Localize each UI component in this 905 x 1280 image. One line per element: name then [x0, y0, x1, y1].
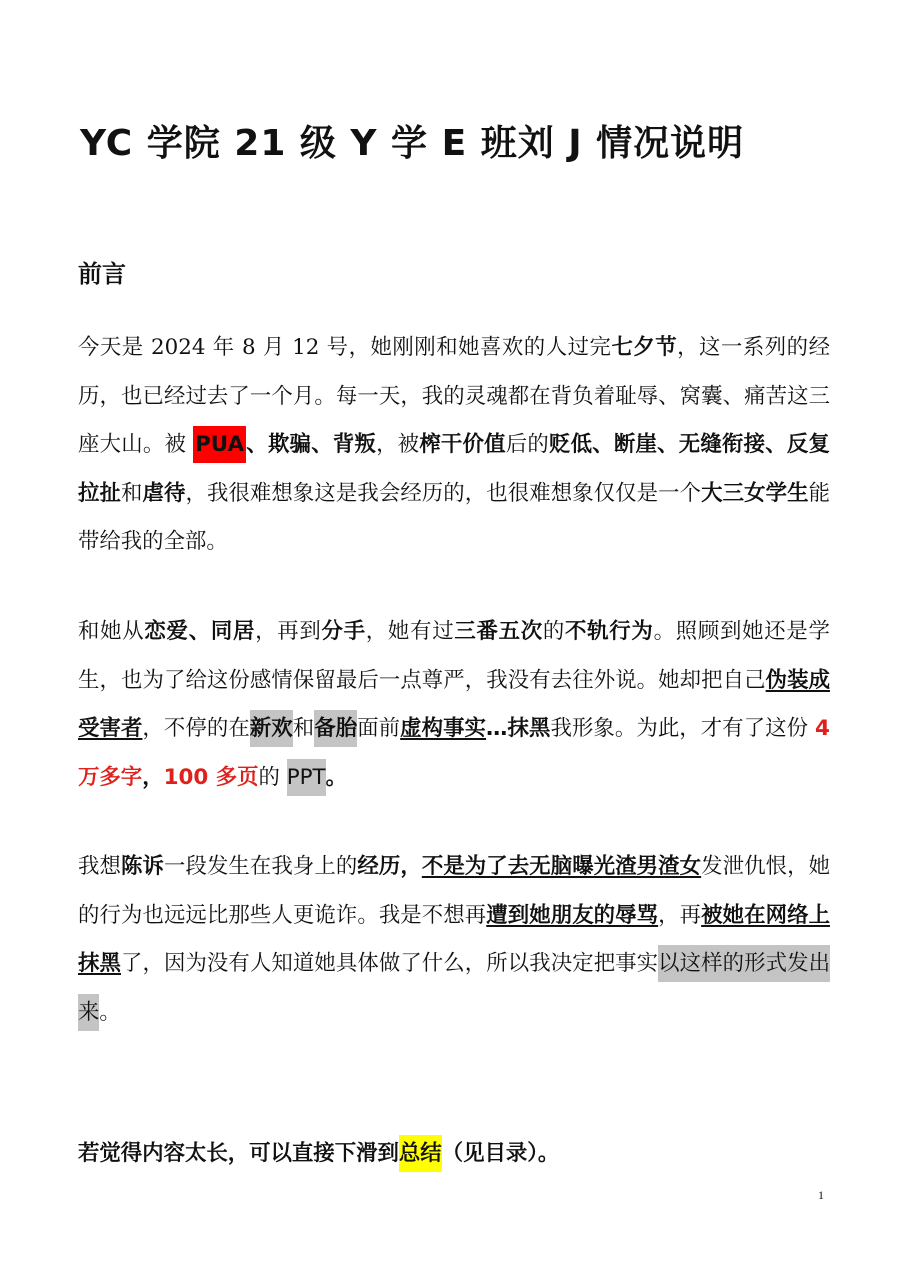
text-run: 发泄仇恨，她的行为也远远比那些人更诡诈。我是不想再 — [78, 854, 830, 928]
underlined-run: 伪装成受害者 — [78, 667, 830, 741]
text-run: 若觉得内容太长，可以直接下滑到 — [78, 1141, 399, 1166]
highlight-grey-run: 新欢 — [250, 710, 293, 747]
document-title: YC 学院 21 级 Y 学 E 班刘 J 情况说明 — [80, 123, 745, 164]
paragraph-1 — [78, 324, 830, 567]
text-run: 分手 — [321, 619, 366, 644]
text-run: ，我很难想象这是我会经历的，也很难想象仅仅是一个 — [185, 480, 702, 506]
text-run: 三番五次 — [454, 619, 543, 644]
text-run: 、 — [246, 432, 268, 457]
text-run: （见目录）。 — [441, 1141, 560, 1166]
underlined-run: 遭到她朋友的辱骂 — [486, 902, 659, 928]
text-run: 不轨行为 — [565, 619, 654, 644]
text-run: 。 — [99, 999, 121, 1025]
text-run: 经历 — [357, 854, 401, 879]
text-run: 反复拉扯 — [78, 432, 830, 506]
page-number: 1 — [818, 1188, 824, 1202]
summary-note — [78, 1134, 838, 1174]
text-run: 陈诉 — [120, 854, 164, 879]
highlight-yellow-run: 总结 — [399, 1135, 442, 1172]
highlight-grey-run: PPT — [287, 759, 326, 796]
paragraph-2 — [78, 608, 830, 802]
text-run: … — [486, 716, 508, 741]
text-run: 大三女学生 — [701, 480, 809, 506]
underlined-run: 虚构事实 — [400, 716, 487, 741]
section-heading: 前言 — [78, 260, 126, 288]
text-run: 、 — [311, 432, 333, 457]
text-run: 、 — [765, 432, 787, 457]
text-run: 、 — [188, 619, 211, 644]
text-run: 能带给我的全部。 — [78, 480, 830, 554]
text-run: 无缝衔接 — [678, 432, 766, 457]
red-text-run: 100 多页 — [163, 764, 259, 790]
text-run: ，被 — [376, 432, 420, 457]
text-run: 。 — [325, 764, 347, 790]
text-run: 我想 — [78, 854, 121, 879]
red-text-run: 4 万多字 — [78, 716, 830, 790]
text-run: 虐待 — [142, 480, 186, 506]
text-run: 榨干价值 — [419, 432, 506, 457]
text-run: ，这一系列的经历，也已经过去了一个月。每一天，我的灵魂都在背负着耻辱、窝囊、痛苦这三座大山。被 — [78, 335, 830, 457]
text-run: 抹黑 — [507, 716, 551, 741]
text-run: ，不停的在 — [142, 716, 250, 741]
highlight-grey-run: 以这样的形式发出来 — [78, 945, 830, 1031]
text-run: 背叛 — [332, 432, 377, 457]
text-run: 和她从 — [78, 619, 145, 644]
text-run: 欺骗 — [267, 432, 312, 457]
text-run: 。照顾到她还是学生，也为了给这份感情保留最后一点尊严，我没有去往外说。她却把自己 — [78, 619, 830, 693]
text-run: ， — [400, 854, 422, 879]
text-run: 的 — [258, 764, 287, 790]
text-run: 和 — [292, 716, 315, 741]
text-run: 断崖 — [613, 432, 658, 457]
text-run: 我形象。为此，才有了这份 — [550, 716, 816, 741]
text-run: ，再到 — [255, 619, 322, 644]
text-run: ，再 — [658, 902, 702, 928]
text-run: 七夕节 — [611, 335, 678, 360]
text-run: 后的 — [505, 432, 550, 457]
highlight-grey-run: 备胎 — [314, 710, 357, 747]
text-run: 的 — [542, 619, 566, 644]
text-run: 恋爱 — [144, 619, 189, 644]
text-run: 一段发生在我身上的 — [163, 854, 358, 879]
highlight-red-run: PUA — [193, 426, 246, 463]
text-run: 、 — [592, 432, 614, 457]
text-run: ，她有过 — [365, 619, 455, 644]
text-run: 面前 — [357, 716, 401, 741]
text-run: 、 — [657, 432, 679, 457]
text-run: 和 — [120, 480, 143, 506]
underlined-run: 不是为了去无脑曝光渣男渣女 — [421, 854, 702, 879]
paragraph-3 — [78, 843, 830, 1037]
text-run: ， — [142, 764, 164, 790]
underlined-run: 被她在网络上抹黑 — [78, 902, 830, 976]
text-run: 贬低 — [549, 432, 593, 457]
text-run: 同居 — [210, 619, 256, 644]
text-run: 了，因为没有人知道她具体做了什么，所以我决定把事实 — [120, 951, 659, 976]
text-run: 今天是 2024 年 8 月 12 号，她刚刚和她喜欢的人过完 — [78, 335, 612, 360]
